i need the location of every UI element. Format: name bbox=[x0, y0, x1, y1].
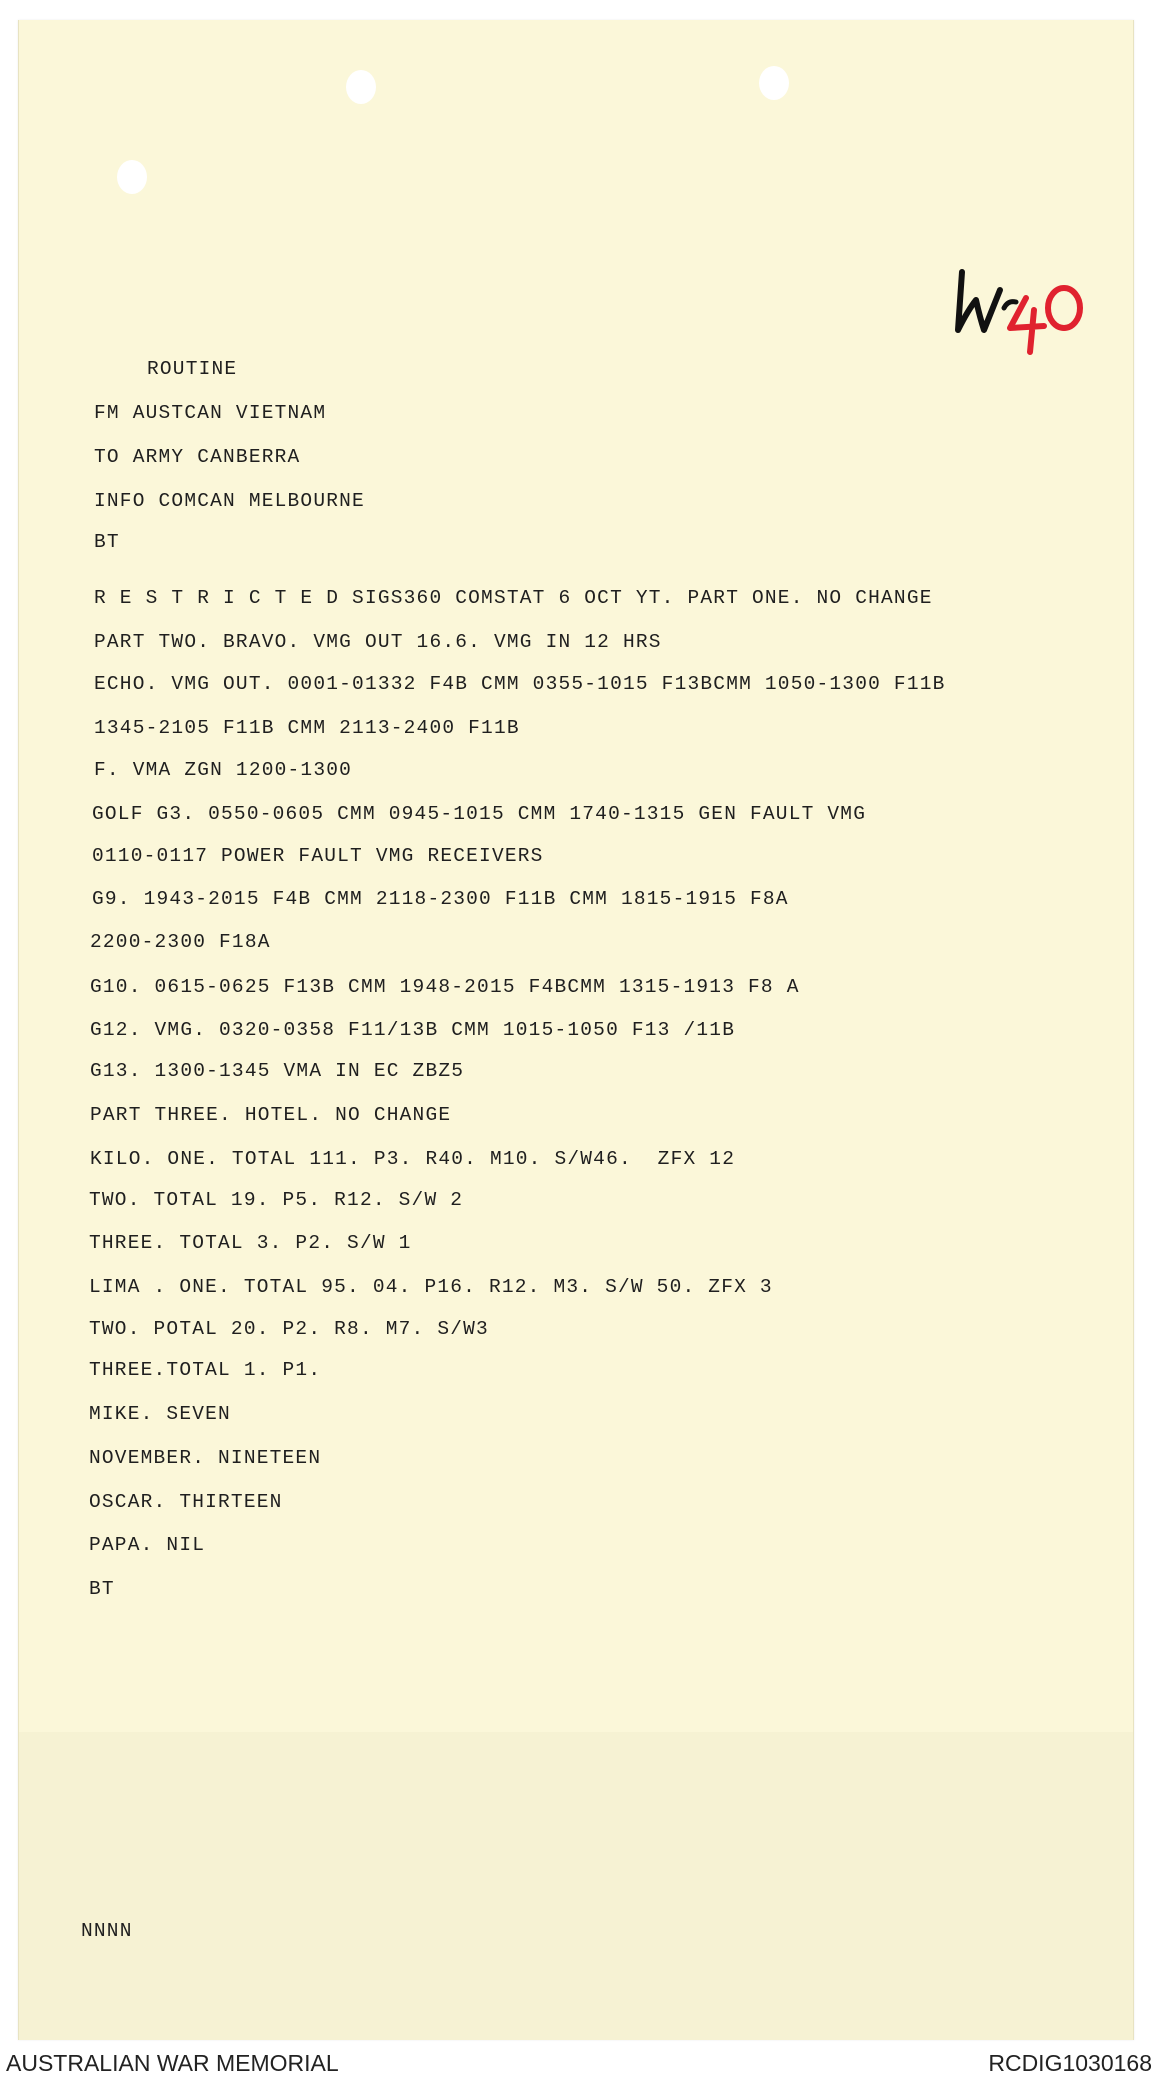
message-line: LIMA . ONE. TOTAL 95. 04. P16. R12. M3. S/W 50. ZFX 3 bbox=[89, 1276, 773, 1298]
message-line: NOVEMBER. NINETEEN bbox=[89, 1447, 322, 1469]
message-line: PART TWO. BRAVO. VMG OUT 16.6. VMG IN 12 HRS bbox=[94, 631, 662, 653]
message-line: G13. 1300-1345 VMA IN EC ZBZ5 bbox=[90, 1060, 465, 1082]
punch-hole bbox=[346, 70, 376, 104]
message-line: FM AUSTCAN VIETNAM bbox=[94, 402, 327, 424]
paper-fold-section bbox=[19, 1732, 1133, 2040]
message-line: R E S T R I C T E D SIGS360 COMSTAT 6 OCT YT. PART ONE. NO CHANGE bbox=[94, 587, 933, 609]
message-line: THREE. TOTAL 3. P2. S/W 1 bbox=[89, 1232, 412, 1254]
message-line: OSCAR. THIRTEEN bbox=[89, 1491, 283, 1513]
message-line: TWO. POTAL 20. P2. R8. M7. S/W3 bbox=[89, 1318, 489, 1340]
message-line: ROUTINE bbox=[147, 358, 238, 380]
message-line: THREE.TOTAL 1. P1. bbox=[89, 1359, 322, 1381]
message-line: PAPA. NIL bbox=[89, 1534, 206, 1556]
footer-left-label: AUSTRALIAN WAR MEMORIAL bbox=[6, 2050, 339, 2076]
message-line: F. VMA ZGN 1200-1300 bbox=[94, 759, 353, 781]
message-line: G12. VMG. 0320-0358 F11/13B CMM 1015-1050 F13 /11B bbox=[90, 1019, 736, 1041]
message-line: G10. 0615-0625 F13B CMM 1948-2015 F4BCMM 1315-1913 F8 A bbox=[90, 976, 800, 998]
message-line: KILO. ONE. TOTAL 111. P3. R40. M10. S/W46. ZFX 12 bbox=[90, 1148, 736, 1170]
document-page bbox=[18, 20, 1134, 2040]
message-line: GOLF G3. 0550-0605 CMM 0945-1015 CMM 1740-1315 GEN FAULT VMG bbox=[92, 803, 867, 825]
message-line: BT bbox=[89, 1578, 115, 1600]
punch-hole bbox=[759, 66, 789, 100]
message-line: TO ARMY CANBERRA bbox=[94, 446, 301, 468]
message-line: G9. 1943-2015 F4B CMM 2118-2300 F11B CMM 1815-1915 F8A bbox=[92, 888, 789, 910]
footer-right-label: RCDIG1030168 bbox=[988, 2050, 1152, 2076]
end-marker: NNNN bbox=[81, 1920, 133, 1942]
message-line: MIKE. SEVEN bbox=[89, 1403, 231, 1425]
message-line: INFO COMCAN MELBOURNE bbox=[94, 490, 365, 512]
message-line: 0110-0117 POWER FAULT VMG RECEIVERS bbox=[92, 845, 544, 867]
message-line: 2200-2300 F18A bbox=[90, 931, 271, 953]
punch-hole bbox=[117, 160, 147, 194]
message-line: BT bbox=[94, 531, 120, 553]
message-line: PART THREE. HOTEL. NO CHANGE bbox=[90, 1104, 452, 1126]
handwritten-annotation bbox=[954, 260, 1094, 360]
message-line: TWO. TOTAL 19. P5. R12. S/W 2 bbox=[89, 1189, 464, 1211]
message-line: 1345-2105 F11B CMM 2113-2400 F11B bbox=[94, 717, 520, 739]
message-line: ECHO. VMG OUT. 0001-01332 F4B CMM 0355-1015 F13BCMM 1050-1300 F11B bbox=[94, 673, 946, 695]
